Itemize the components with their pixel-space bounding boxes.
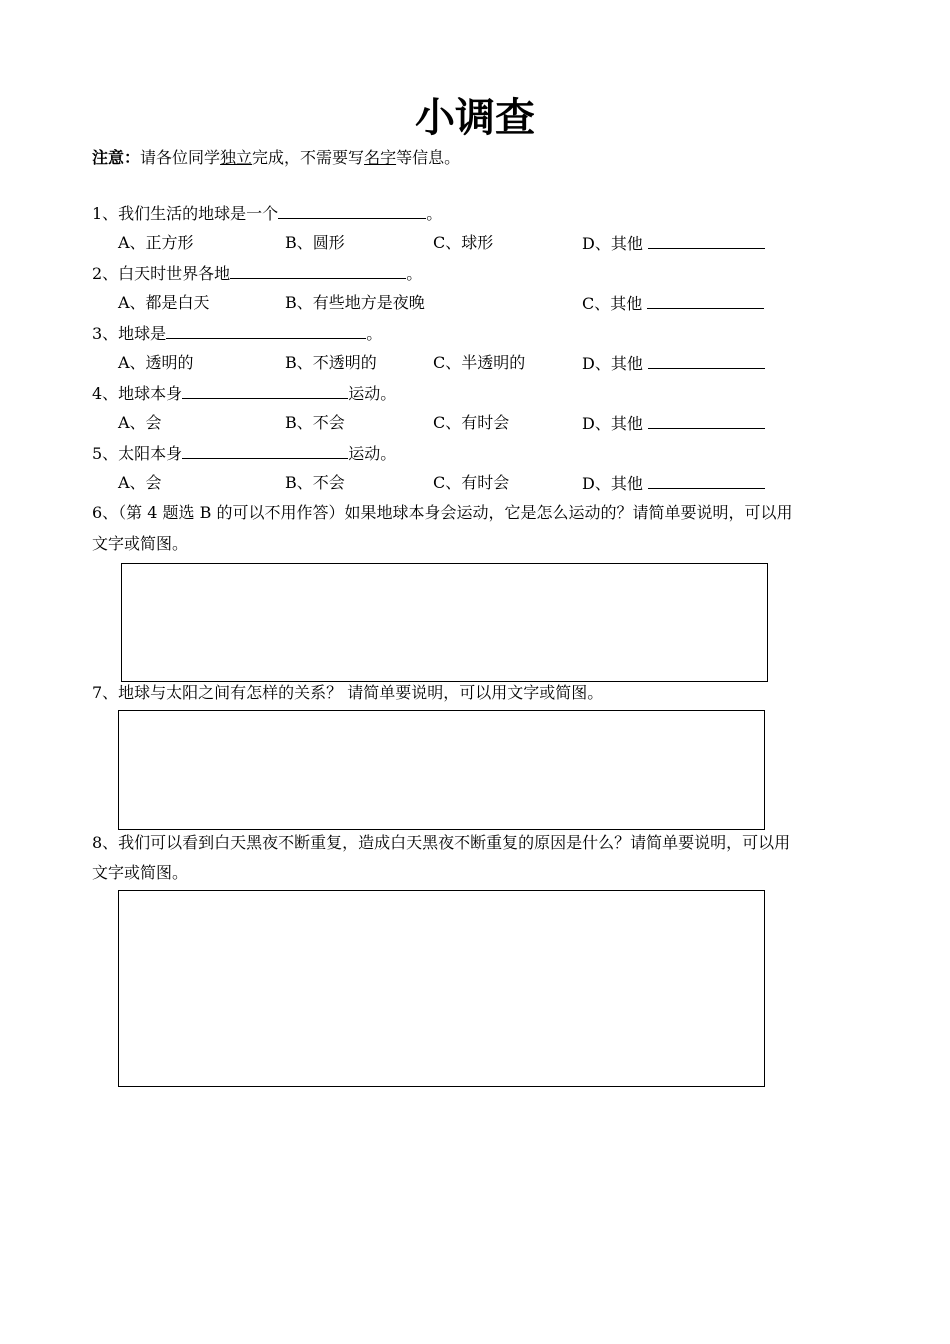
q1-option-a[interactable]: A、正方形 bbox=[118, 233, 194, 252]
question-3-end: 。 bbox=[366, 324, 383, 343]
question-8-answer-box[interactable] bbox=[118, 890, 765, 1087]
q4-option-b[interactable]: B、不会 bbox=[285, 413, 345, 432]
question-8-line-2: 文字或简图。 bbox=[92, 863, 189, 882]
q1-option-c[interactable]: C、球形 bbox=[433, 233, 494, 252]
question-5 bbox=[92, 442, 396, 465]
question-3-text: 3、地球是 bbox=[92, 324, 167, 343]
q2-other-blank[interactable] bbox=[647, 292, 764, 309]
question-6-answer-box[interactable] bbox=[121, 563, 768, 682]
q2-option-c-label: C、其他 bbox=[582, 294, 643, 313]
question-2 bbox=[92, 262, 422, 285]
q3-option-c[interactable]: C、半透明的 bbox=[433, 353, 526, 372]
q1-option-b[interactable]: B、圆形 bbox=[285, 233, 345, 252]
note-text-3: 等信息。 bbox=[396, 148, 461, 167]
question-3-blank[interactable] bbox=[166, 322, 366, 339]
q1-option-d[interactable] bbox=[582, 232, 765, 255]
q5-option-d-label: D、其他 bbox=[582, 474, 643, 493]
note-text-1: 请各位同学 bbox=[140, 148, 221, 167]
q5-option-c[interactable]: C、有时会 bbox=[433, 473, 510, 492]
question-4-text: 4、地球本身 bbox=[92, 384, 183, 403]
q2-option-a[interactable]: A、都是白天 bbox=[118, 293, 210, 312]
q3-option-b[interactable]: B、不透明的 bbox=[285, 353, 377, 372]
q4-option-d-label: D、其他 bbox=[582, 414, 643, 433]
question-3 bbox=[92, 322, 382, 345]
q5-option-a[interactable]: A、会 bbox=[118, 473, 162, 492]
question-5-blank[interactable] bbox=[182, 442, 348, 459]
question-5-text: 5、太阳本身 bbox=[92, 444, 183, 463]
q1-option-d-label: D、其他 bbox=[582, 234, 643, 253]
q5-other-blank[interactable] bbox=[648, 472, 765, 489]
question-4 bbox=[92, 382, 396, 405]
q2-option-c[interactable] bbox=[582, 292, 764, 315]
question-1 bbox=[92, 202, 442, 225]
note-underline-independent: 独立 bbox=[220, 148, 253, 167]
question-5-end: 运动。 bbox=[348, 444, 397, 463]
q4-option-c[interactable]: C、有时会 bbox=[433, 413, 510, 432]
question-2-blank[interactable] bbox=[230, 262, 406, 279]
q5-option-b[interactable]: B、不会 bbox=[285, 473, 345, 492]
q3-other-blank[interactable] bbox=[648, 352, 765, 369]
page-title: 小调查 bbox=[415, 95, 535, 141]
note-label: 注意： bbox=[92, 148, 141, 167]
question-7-line-1: 7、地球与太阳之间有怎样的关系？ 请简单要说明，可以用文字或简图。 bbox=[92, 683, 604, 702]
q1-other-blank[interactable] bbox=[648, 232, 765, 249]
q3-option-a[interactable]: A、透明的 bbox=[118, 353, 194, 372]
question-6-line-1: 6、（第 4 题选 B 的可以不用作答）如果地球本身会运动，它是怎么运动的？请简单要说明，可以用 bbox=[92, 503, 793, 522]
question-1-blank[interactable] bbox=[278, 202, 426, 219]
question-4-end: 运动。 bbox=[348, 384, 397, 403]
q4-other-blank[interactable] bbox=[648, 412, 765, 429]
question-6-line-2: 文字或简图。 bbox=[92, 534, 189, 553]
question-2-text: 2、白天时世界各地 bbox=[92, 264, 231, 283]
q4-option-d[interactable] bbox=[582, 412, 765, 435]
question-1-text: 1、我们生活的地球是一个 bbox=[92, 204, 279, 223]
question-1-end: 。 bbox=[426, 204, 443, 223]
note-underline-name: 名字 bbox=[364, 148, 397, 167]
question-2-end: 。 bbox=[406, 264, 423, 283]
question-4-blank[interactable] bbox=[182, 382, 348, 399]
q4-option-a[interactable]: A、会 bbox=[118, 413, 162, 432]
q3-option-d[interactable] bbox=[582, 352, 765, 375]
q5-option-d[interactable] bbox=[582, 472, 765, 495]
question-7-answer-box[interactable] bbox=[118, 710, 765, 830]
question-8-line-1: 8、我们可以看到白天黑夜不断重复，造成白天黑夜不断重复的原因是什么？请简单要说明，可以用 bbox=[92, 833, 791, 852]
q2-option-b[interactable]: B、有些地方是夜晚 bbox=[285, 293, 425, 312]
note-text-2: 完成，不需要写 bbox=[252, 148, 365, 167]
note-line bbox=[92, 147, 460, 169]
q3-option-d-label: D、其他 bbox=[582, 354, 643, 373]
